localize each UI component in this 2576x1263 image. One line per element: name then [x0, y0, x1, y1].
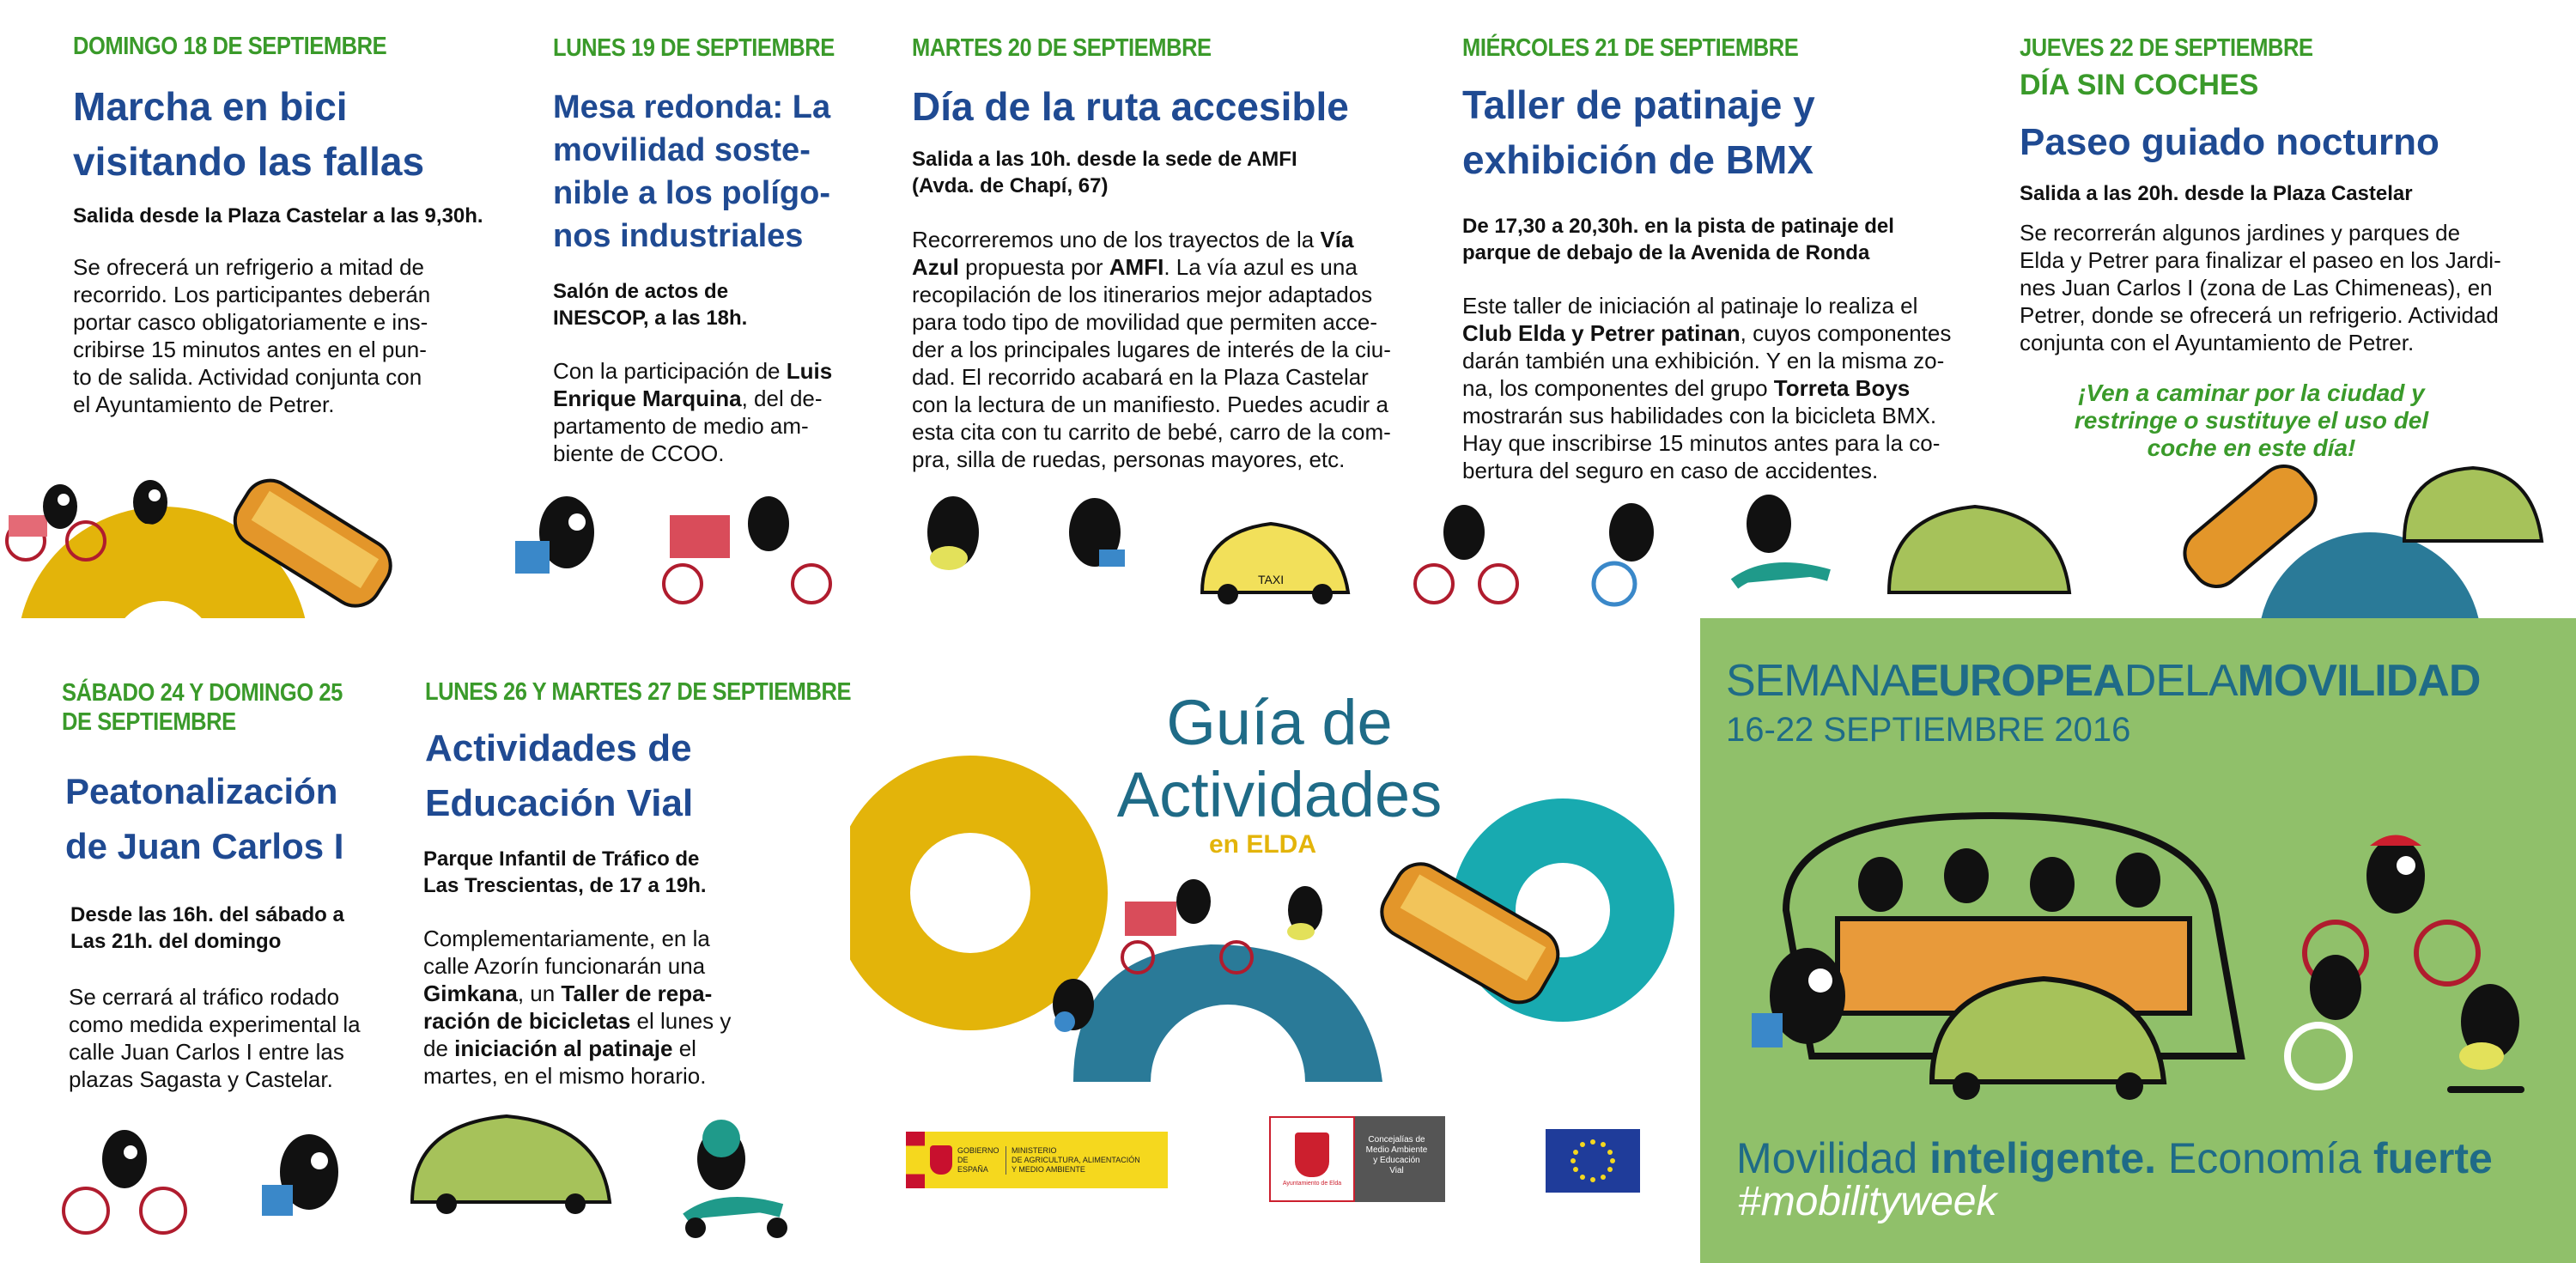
body-line: conjunta con el Ayuntamiento de Petrer.	[2020, 330, 2415, 355]
subtitle-line: Desde las 16h. del sábado a	[70, 903, 344, 926]
skater-figure	[2447, 984, 2524, 1093]
body-line: calle Juan Carlos I entre las	[69, 1039, 344, 1065]
body-line: darán también una exhibición. Y en la misma zo-	[1462, 348, 1945, 373]
body-line: Hay que inscribirse 15 minutos antes para la co-	[1462, 430, 1941, 456]
scooter-figure	[1735, 495, 1829, 584]
body-bold: Gimkana	[423, 981, 518, 1006]
body-text: , cuyos componentes	[1740, 320, 1952, 346]
title-line: exhibición de BMX	[1462, 137, 1814, 182]
subtitle-martes	[912, 146, 1297, 199]
body-bold: Luis	[786, 358, 833, 384]
body-line: recorrido. Los participantes deberán	[73, 282, 431, 307]
title-martes: Día de la ruta accesible	[912, 84, 1349, 129]
cover-dates: 16-22 SEPTIEMBRE 2016	[1726, 711, 2131, 749]
subtitle-lunes26	[423, 846, 707, 899]
body-text: el lunes y	[630, 1008, 732, 1034]
body-bold: Vía	[1320, 227, 1354, 252]
date-martes: MARTES 20 DE SEPTIEMBRE	[912, 34, 1212, 62]
wheelchair-figure	[1594, 503, 1654, 604]
cover-title-part: DELA	[2123, 656, 2238, 706]
subtitle-line: Las 21h. del domingo	[70, 930, 282, 953]
title-line: Peatonalización	[65, 771, 338, 811]
subtitle-line: Salida a las 10h. desde la sede de AMFI	[912, 148, 1297, 171]
body-line: bertura del seguro en caso de accidentes.	[1462, 458, 1879, 483]
body-martes	[912, 226, 1391, 473]
subtitle-line: Las Trescientas, de 17 a 19h.	[423, 874, 707, 897]
tagline-part: Movilidad	[1736, 1134, 1930, 1182]
subtitle-line: parque de debajo de la Avenida de Ronda	[1462, 241, 1870, 264]
teal-gear-right	[2258, 532, 2482, 618]
tagline-part: Economía	[2156, 1134, 2373, 1182]
concejalias-label	[1355, 1116, 1438, 1202]
special-day-label: DÍA SIN COCHES	[2020, 69, 2259, 101]
guide-line: Guía de	[1166, 687, 1393, 758]
slogan-line: coche en este día!	[2147, 434, 2356, 461]
title-lunes	[553, 86, 830, 258]
date-line: DE SEPTIEMBRE	[62, 708, 236, 736]
body-bold: ración de bicicletas	[423, 1008, 631, 1034]
body-sabado	[69, 983, 361, 1093]
title-line: Actividades de	[425, 727, 692, 769]
top-illustration-strip	[0, 446, 2576, 618]
ministerio-line: Y MEDIO AMBIENTE	[1012, 1164, 1085, 1174]
body-domingo	[73, 253, 430, 418]
bag-walker-figure	[262, 1134, 338, 1216]
wheelchair-figure	[2287, 955, 2361, 1087]
body-line: Se cerrará al tráfico rodado	[69, 984, 340, 1010]
bus-passengers	[1858, 848, 2160, 912]
guide-city: en ELDA	[1209, 830, 1317, 859]
title-line: visitando las fallas	[73, 139, 425, 184]
title-jueves: Paseo guiado nocturno	[2020, 121, 2439, 163]
gobierno-label: GOBIERNO DE ESPAÑA	[957, 1145, 999, 1174]
skateboard-figure	[927, 496, 979, 570]
concejalias-line: Medio Ambiente	[1365, 1145, 1428, 1155]
slogan-line: ¡Ven a caminar por la ciudad y	[2078, 380, 2425, 406]
body-text: na, los componentes del grupo	[1462, 375, 1774, 401]
title-miercoles	[1462, 77, 1815, 187]
body-line: Este taller de iniciación al patinaje lo realiza el	[1462, 293, 1918, 319]
green-car-figure	[1889, 507, 2069, 592]
title-line: de Juan Carlos I	[65, 826, 344, 866]
date-domingo: DOMINGO 18 DE SEPTIEMBRE	[73, 33, 387, 60]
date-sabado	[62, 678, 343, 737]
shield-icon	[1295, 1132, 1329, 1177]
eu-flag-icon	[1546, 1129, 1640, 1193]
body-line: partamento de medio am-	[553, 413, 809, 439]
subtitle-sabado	[70, 902, 344, 955]
title-line: nible a los polígo-	[553, 175, 830, 211]
body-text: el	[672, 1035, 696, 1061]
body-line: con la lectura de un manifiesto. Puedes acudir a	[912, 392, 1389, 417]
title-line: Educación Vial	[425, 782, 694, 824]
spain-flag-icon	[906, 1132, 925, 1188]
title-domingo	[73, 79, 424, 189]
body-line: calle Azorín funcionarán una	[423, 953, 706, 979]
taxi-figure	[1202, 524, 1348, 604]
skater-figure	[1287, 886, 1322, 940]
title-lunes26	[425, 721, 693, 831]
body-line: biente de CCOO.	[553, 440, 725, 466]
cover-tagline	[1736, 1133, 2493, 1183]
ministerio-line: DE AGRICULTURA, ALIMENTACIÓN	[1012, 1155, 1140, 1164]
body-line: Petrer, donde se ofrecerá un refrigerio. Actividad	[2020, 302, 2499, 328]
title-line: movilidad soste-	[553, 132, 811, 168]
body-line: mostrarán sus habilidades con la bicicleta BMX.	[1462, 403, 1937, 428]
tagline-part: inteligente.	[1929, 1134, 2157, 1182]
body-line: martes, en el mismo horario.	[423, 1063, 707, 1089]
bike-figure	[1415, 505, 1517, 603]
cargo-bike-figure	[664, 496, 830, 603]
body-line: der a los principales lugares de interés de la ciu-	[912, 337, 1391, 362]
body-line: Elda y Petrer para finalizar el paseo en los Jardi-	[2020, 247, 2501, 273]
date-miercoles: MIÉRCOLES 21 DE SEPTIEMBRE	[1462, 34, 1799, 62]
body-line: el Ayuntamiento de Petrer.	[73, 392, 335, 417]
body-line: Se ofrecerá un refrigerio a mitad de	[73, 254, 424, 280]
body-line: nes Juan Carlos I (zona de Las Chimeneas), en	[2020, 275, 2493, 301]
cover-hashtag: #mobilityweek	[1738, 1179, 1997, 1224]
body-line: esta cita con tu carrito de bebé, carro de la com-	[912, 419, 1391, 445]
subtitle-miercoles	[1462, 213, 1894, 266]
body-line: dad. El recorrido acabará en la Plaza Castelar	[912, 364, 1369, 390]
scooter-figure	[685, 1120, 787, 1238]
subtitle-line: De 17,30 a 20,30h. en la pista de patinaje del	[1462, 215, 1894, 238]
subtitle-line: (Avda. de Chapí, 67)	[912, 174, 1109, 197]
body-line: recopilación de los itinerarios mejor adaptados	[912, 282, 1373, 307]
body-bold: Enrique Marquina	[553, 386, 742, 411]
subtitle-line: Parque Infantil de Tráfico de	[423, 847, 700, 871]
title-sabado	[65, 764, 343, 874]
body-text: Con la participación de	[553, 358, 787, 384]
body-text: , un	[517, 981, 562, 1006]
ayuntamiento-logo	[1269, 1116, 1445, 1202]
body-text: propuesta por	[958, 254, 1109, 280]
date-jueves: JUEVES 22 DE SEPTIEMBRE	[2020, 34, 2313, 62]
cover-illustration	[1735, 798, 2559, 1108]
walker-figure	[1752, 948, 1845, 1047]
ayuntamiento-emblem	[1269, 1116, 1355, 1202]
body-bold: AMFI	[1109, 254, 1164, 280]
concejalias-line: Concejalías de	[1368, 1135, 1425, 1145]
date-lunes26: LUNES 26 Y MARTES 27 DE SEPTIEMBRE	[425, 678, 852, 706]
body-line: Complementariamente, en la	[423, 926, 710, 951]
concejalias-line: y Educación	[1373, 1156, 1420, 1165]
guide-line: Actividades	[1116, 759, 1443, 830]
blue-gear	[1073, 944, 1382, 1082]
ministerio-label	[1005, 1146, 1140, 1175]
body-line: plazas Sagasta y Castelar.	[69, 1066, 333, 1092]
subtitle-domingo: Salida desde la Plaza Castelar a las 9,30h.	[73, 204, 483, 228]
date-lunes: LUNES 19 DE SEPTIEMBRE	[553, 34, 835, 62]
body-jueves	[2020, 219, 2501, 356]
title-line: Taller de patinaje y	[1462, 82, 1815, 127]
ministry-logo	[906, 1132, 1168, 1188]
body-bold: Club Elda y Petrer patinan	[1462, 320, 1741, 346]
body-bold: iniciación al patinaje	[454, 1035, 673, 1061]
body-line: pra, silla de ruedas, personas mayores, etc.	[912, 446, 1346, 472]
walker-figure	[515, 496, 594, 574]
tagline-part: fuerte	[2372, 1134, 2493, 1182]
green-car-right	[2404, 468, 2542, 541]
body-text: . La vía azul es una	[1163, 254, 1358, 280]
cover-title-part: EUROPEA	[1909, 656, 2124, 706]
subtitle-lunes	[553, 278, 747, 331]
bike-figure	[64, 1130, 185, 1233]
body-text: Recorreremos uno de los trayectos de la	[912, 227, 1321, 252]
subtitle-line: Salón de actos de	[553, 280, 729, 303]
concejalias-line: Vial	[1389, 1166, 1404, 1175]
body-line: para todo tipo de movilidad que permiten acce-	[912, 309, 1377, 335]
slogan-line: restringe o sustituye el uso del	[2074, 407, 2429, 434]
body-line: to de salida. Actividad conjunta con	[73, 364, 422, 390]
body-line: como medida experimental la	[69, 1011, 361, 1037]
body-bold: Azul	[912, 254, 959, 280]
title-line: nos industriales	[553, 218, 804, 254]
title-line: Marcha en bici	[73, 84, 348, 129]
bag-walker-figure	[1069, 498, 1125, 567]
body-line: cribirse 15 minutos antes en el pun-	[73, 337, 427, 362]
cover-title-part: MOVILIDAD	[2237, 656, 2481, 706]
guide-illustration	[850, 738, 1700, 1082]
bottom-left-illustrations	[52, 1108, 824, 1254]
taxi-label: TAXI	[1258, 573, 1285, 586]
date-line: SÁBADO 24 Y DOMINGO 25	[62, 679, 343, 707]
cover-title	[1726, 655, 2480, 707]
title-line: Mesa redonda: La	[553, 89, 831, 125]
green-car-figure	[412, 1116, 610, 1214]
body-bold: Taller de repa-	[561, 981, 713, 1006]
ministerio-line: MINISTERIO	[1012, 1145, 1057, 1155]
subtitle-line: INESCOP, a las 18h.	[553, 307, 748, 330]
body-line: Se recorrerán algunos jardines y parques de	[2020, 220, 2461, 246]
cover-title-part: SEMANA	[1726, 656, 1910, 706]
ayuntamiento-caption: Ayuntamiento de Elda	[1282, 1180, 1342, 1187]
body-line: portar casco obligatoriamente e ins-	[73, 309, 428, 335]
body-bold: Torreta Boys	[1773, 375, 1911, 401]
body-text: de	[423, 1035, 455, 1061]
body-lunes26	[423, 925, 731, 1090]
subtitle-jueves: Salida a las 20h. desde la Plaza Castelar	[2020, 182, 2413, 205]
body-text: , del de-	[741, 386, 823, 411]
coat-of-arms-icon	[930, 1145, 952, 1175]
